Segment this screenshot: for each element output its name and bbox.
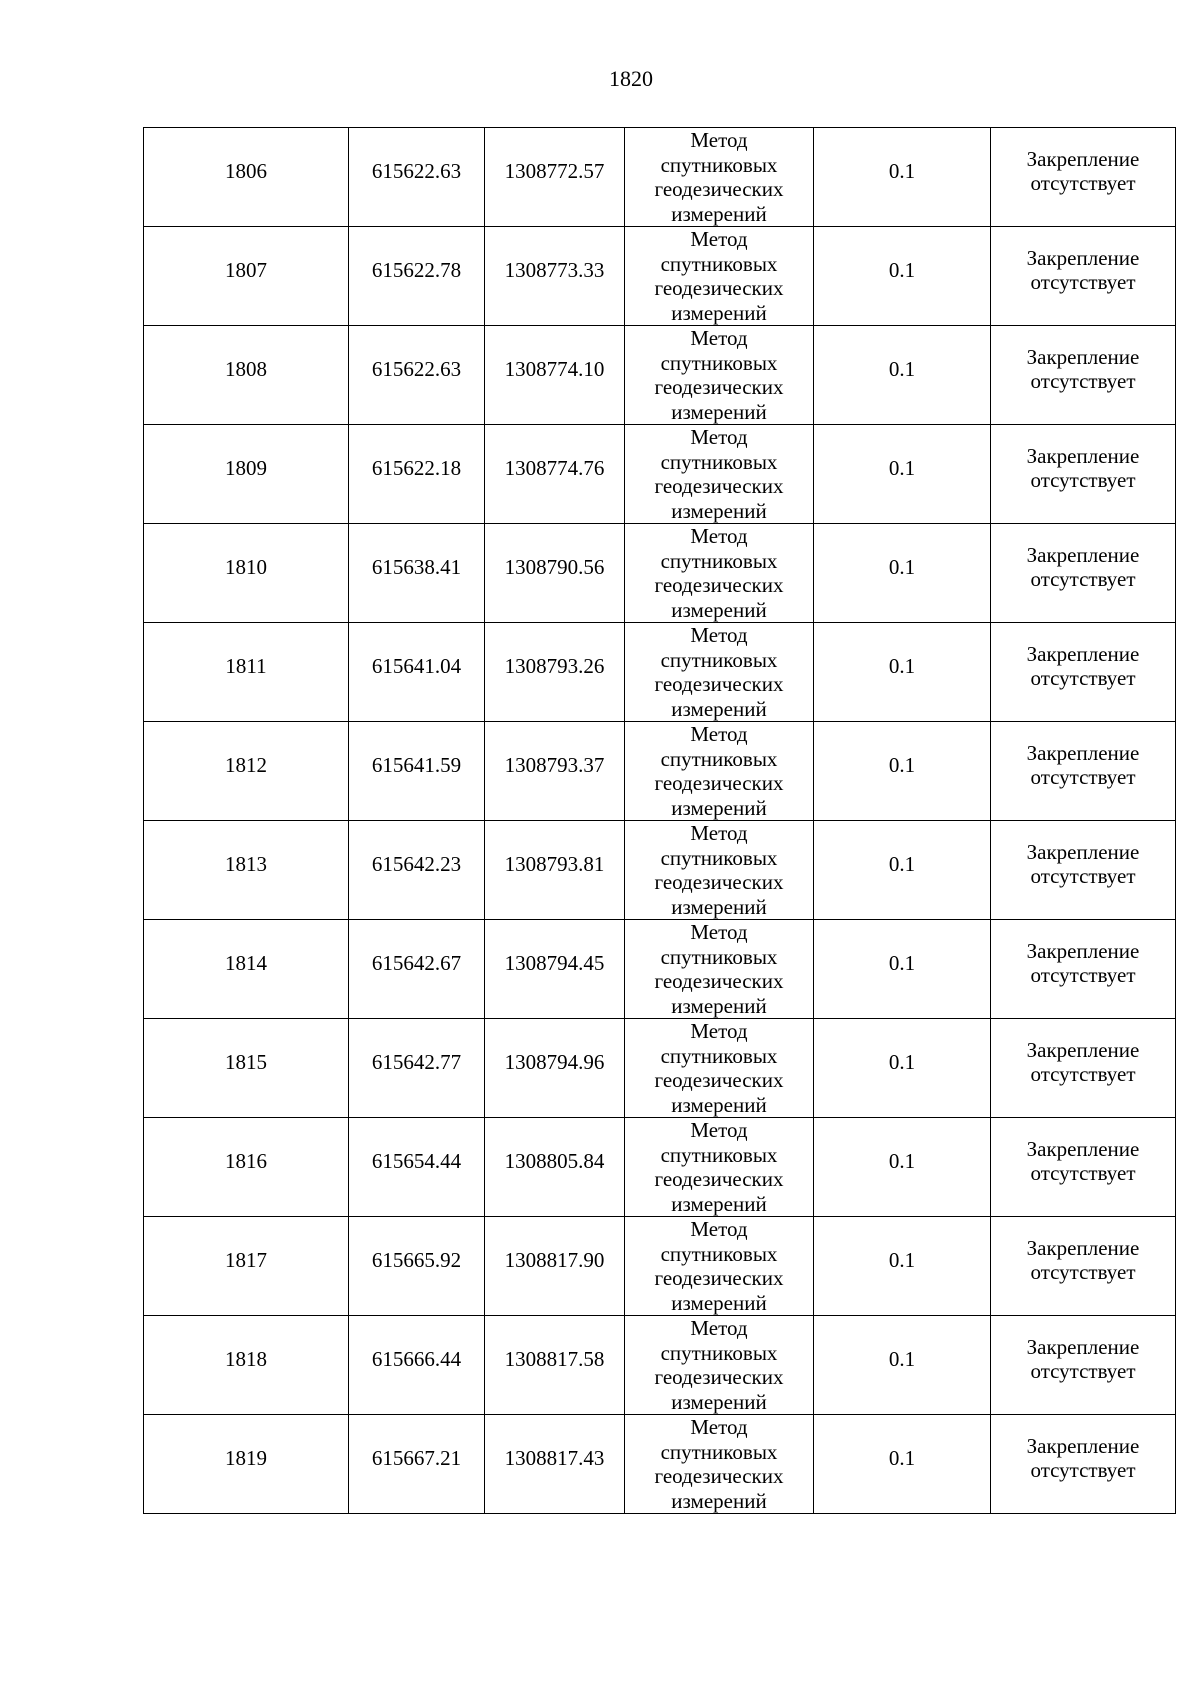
y-coordinate-cell: [485, 524, 625, 623]
fixing-cell: [991, 128, 1176, 227]
method-cell-line: спутниковых: [660, 944, 778, 969]
method-cell-text: [625, 524, 813, 622]
fixing-cell: [991, 821, 1176, 920]
x-coordinate-cell-value: 615665.92: [371, 1247, 462, 1272]
y-coordinate-cell: [485, 1217, 625, 1316]
fixing-cell-text: [991, 1137, 1175, 1186]
method-cell-line: геодезических: [654, 375, 784, 399]
method-cell: [625, 128, 814, 227]
method-cell-line: геодезических: [654, 672, 784, 696]
method-cell-line: измерений: [671, 399, 767, 424]
table-row: [144, 524, 1176, 623]
method-cell-line: геодезических: [654, 1464, 784, 1488]
x-coordinate-cell: [349, 821, 485, 920]
y-coordinate-cell-value: 1308793.37: [504, 752, 605, 777]
method-cell-text: [625, 425, 813, 523]
method-cell-line: геодезических: [654, 276, 784, 300]
method-cell-line: Метод: [690, 524, 748, 548]
method-cell-line: геодезических: [654, 573, 784, 597]
method-cell-line: спутниковых: [660, 1043, 778, 1068]
method-cell-text: [625, 1415, 813, 1513]
method-cell-line: Метод: [690, 623, 748, 647]
method-cell-text: [625, 1217, 813, 1315]
x-coordinate-cell-value: 615666.44: [371, 1346, 462, 1371]
table-row: [144, 425, 1176, 524]
x-coordinate-cell-value: 615667.21: [371, 1445, 462, 1470]
fixing-cell: [991, 425, 1176, 524]
method-cell-line: спутниковых: [660, 152, 778, 177]
x-coordinate-cell: [349, 1019, 485, 1118]
point-number-cell-value: 1807: [225, 257, 267, 282]
x-coordinate-cell: [349, 524, 485, 623]
y-coordinate-cell-value: 1308805.84: [504, 1148, 605, 1173]
method-cell-line: Метод: [690, 722, 748, 746]
accuracy-cell-value: 0.1: [888, 356, 916, 381]
method-cell: [625, 1415, 814, 1514]
method-cell: [625, 1019, 814, 1118]
x-coordinate-cell-value: 615622.78: [371, 257, 462, 282]
fixing-cell-line: отсутствует: [1030, 666, 1136, 690]
fixing-cell-text: [991, 345, 1175, 394]
fixing-cell-line: Закрепление: [1026, 740, 1140, 765]
page-number: 1820: [609, 66, 653, 91]
fixing-cell-line: Закрепление: [1026, 938, 1140, 963]
fixing-cell-line: отсутствует: [1030, 1161, 1136, 1185]
accuracy-cell-value: 0.1: [888, 455, 916, 480]
method-cell-line: Метод: [690, 821, 748, 845]
method-cell-text: [625, 722, 813, 820]
x-coordinate-cell-value: 615641.59: [371, 752, 462, 777]
method-cell-line: измерений: [671, 894, 767, 919]
y-coordinate-cell: [485, 326, 625, 425]
point-number-cell: [144, 722, 349, 821]
point-number-cell-value: 1810: [225, 554, 267, 579]
fixing-cell-text: [991, 1335, 1175, 1384]
method-cell: [625, 326, 814, 425]
method-cell: [625, 1217, 814, 1316]
point-number-cell-value: 1814: [225, 950, 267, 975]
accuracy-cell-value: 0.1: [888, 257, 916, 282]
fixing-cell: [991, 326, 1176, 425]
accuracy-cell-value: 0.1: [888, 158, 916, 183]
y-coordinate-cell: [485, 128, 625, 227]
x-coordinate-cell: [349, 1118, 485, 1217]
method-cell-line: измерений: [671, 201, 767, 226]
y-coordinate-cell-value: 1308774.76: [504, 455, 605, 480]
method-cell-line: спутниковых: [660, 1340, 778, 1365]
method-cell-line: спутниковых: [660, 449, 778, 474]
fixing-cell-text: [991, 1434, 1175, 1483]
table-row: [144, 1019, 1176, 1118]
method-cell-line: спутниковых: [660, 251, 778, 276]
point-number-cell-value: 1809: [225, 455, 267, 480]
y-coordinate-cell-value: 1308790.56: [504, 554, 605, 579]
method-cell-line: измерений: [671, 1488, 767, 1513]
accuracy-cell-value: 0.1: [888, 653, 916, 678]
method-cell-line: геодезических: [654, 1068, 784, 1092]
y-coordinate-cell-value: 1308817.90: [504, 1247, 605, 1272]
method-cell: [625, 920, 814, 1019]
table-row: [144, 1316, 1176, 1415]
fixing-cell: [991, 1118, 1176, 1217]
table-row: [144, 623, 1176, 722]
method-cell-line: измерений: [671, 597, 767, 622]
table-row: [144, 722, 1176, 821]
method-cell-line: спутниковых: [660, 1142, 778, 1167]
accuracy-cell: [814, 1118, 991, 1217]
accuracy-cell: [814, 1217, 991, 1316]
x-coordinate-cell: [349, 1316, 485, 1415]
x-coordinate-cell-value: 615641.04: [371, 653, 462, 678]
fixing-cell: [991, 920, 1176, 1019]
fixing-cell-text: [991, 543, 1175, 592]
fixing-cell: [991, 1316, 1176, 1415]
accuracy-cell-value: 0.1: [888, 1346, 916, 1371]
fixing-cell: [991, 1415, 1176, 1514]
fixing-cell: [991, 1019, 1176, 1118]
method-cell: [625, 425, 814, 524]
fixing-cell-line: отсутствует: [1030, 1062, 1136, 1086]
point-number-cell-value: 1818: [225, 1346, 267, 1371]
x-coordinate-cell-value: 615642.23: [371, 851, 462, 876]
x-coordinate-cell: [349, 920, 485, 1019]
method-cell-line: спутниковых: [660, 1439, 778, 1464]
fixing-cell-line: отсутствует: [1030, 864, 1136, 888]
fixing-cell: [991, 623, 1176, 722]
point-number-cell: [144, 425, 349, 524]
point-number-cell: [144, 128, 349, 227]
coordinates-table-body: [144, 128, 1176, 1514]
method-cell-text: [625, 1118, 813, 1216]
accuracy-cell: [814, 524, 991, 623]
fixing-cell-line: отсутствует: [1030, 567, 1136, 591]
method-cell-text: [625, 821, 813, 919]
method-cell-line: Метод: [690, 128, 748, 152]
y-coordinate-cell-value: 1308794.96: [504, 1049, 605, 1074]
point-number-cell: [144, 524, 349, 623]
method-cell-line: геодезических: [654, 1167, 784, 1191]
method-cell-line: геодезических: [654, 1266, 784, 1290]
method-cell-text: [625, 227, 813, 325]
method-cell: [625, 1316, 814, 1415]
method-cell: [625, 722, 814, 821]
fixing-cell-line: отсутствует: [1030, 1359, 1136, 1383]
fixing-cell-line: Закрепление: [1026, 839, 1140, 864]
y-coordinate-cell: [485, 1019, 625, 1118]
y-coordinate-cell-value: 1308793.26: [504, 653, 605, 678]
method-cell-text: [625, 326, 813, 424]
method-cell-line: Метод: [690, 227, 748, 251]
table-row: [144, 821, 1176, 920]
x-coordinate-cell-value: 615622.63: [371, 356, 462, 381]
method-cell-line: геодезических: [654, 177, 784, 201]
coordinates-table: [143, 127, 1176, 1514]
method-cell-text: [625, 128, 813, 226]
y-coordinate-cell-value: 1308794.45: [504, 950, 605, 975]
method-cell-line: спутниковых: [660, 1241, 778, 1266]
accuracy-cell: [814, 821, 991, 920]
y-coordinate-cell-value: 1308817.58: [504, 1346, 605, 1371]
method-cell-line: измерений: [671, 1092, 767, 1117]
fixing-cell-line: Закрепление: [1026, 542, 1140, 567]
fixing-cell-line: Закрепление: [1026, 146, 1140, 171]
accuracy-cell: [814, 326, 991, 425]
accuracy-cell: [814, 425, 991, 524]
x-coordinate-cell-value: 615642.67: [371, 950, 462, 975]
point-number-cell: [144, 1217, 349, 1316]
x-coordinate-cell: [349, 326, 485, 425]
fixing-cell-line: Закрепление: [1026, 641, 1140, 666]
fixing-cell-line: отсутствует: [1030, 1260, 1136, 1284]
fixing-cell-line: отсутствует: [1030, 1458, 1136, 1482]
x-coordinate-cell-value: 615642.77: [371, 1049, 462, 1074]
y-coordinate-cell: [485, 920, 625, 1019]
fixing-cell-text: [991, 642, 1175, 691]
accuracy-cell: [814, 1316, 991, 1415]
point-number-cell-value: 1813: [225, 851, 267, 876]
method-cell-line: Метод: [690, 1415, 748, 1439]
y-coordinate-cell: [485, 425, 625, 524]
accuracy-cell: [814, 623, 991, 722]
method-cell-line: геодезических: [654, 870, 784, 894]
point-number-cell: [144, 1118, 349, 1217]
point-number-cell: [144, 1415, 349, 1514]
fixing-cell-line: Закрепление: [1026, 1433, 1140, 1458]
fixing-cell-text: [991, 147, 1175, 196]
fixing-cell-text: [991, 444, 1175, 493]
method-cell: [625, 1118, 814, 1217]
method-cell-line: спутниковых: [660, 845, 778, 870]
y-coordinate-cell: [485, 821, 625, 920]
method-cell-line: Метод: [690, 1118, 748, 1142]
accuracy-cell-value: 0.1: [888, 1049, 916, 1074]
fixing-cell: [991, 524, 1176, 623]
fixing-cell: [991, 227, 1176, 326]
point-number-cell: [144, 1019, 349, 1118]
point-number-cell-value: 1815: [225, 1049, 267, 1074]
accuracy-cell: [814, 722, 991, 821]
table-row: [144, 128, 1176, 227]
fixing-cell-line: отсутствует: [1030, 369, 1136, 393]
method-cell-line: геодезических: [654, 474, 784, 498]
point-number-cell-value: 1808: [225, 356, 267, 381]
fixing-cell-line: Закрепление: [1026, 344, 1140, 369]
fixing-cell-text: [991, 1038, 1175, 1087]
fixing-cell-line: отсутствует: [1030, 468, 1136, 492]
method-cell-line: измерений: [671, 498, 767, 523]
method-cell: [625, 623, 814, 722]
y-coordinate-cell: [485, 1415, 625, 1514]
x-coordinate-cell: [349, 1415, 485, 1514]
y-coordinate-cell: [485, 1118, 625, 1217]
table-row: [144, 326, 1176, 425]
fixing-cell-line: отсутствует: [1030, 171, 1136, 195]
y-coordinate-cell: [485, 623, 625, 722]
fixing-cell-line: Закрепление: [1026, 1136, 1140, 1161]
y-coordinate-cell: [485, 1316, 625, 1415]
fixing-cell-text: [991, 840, 1175, 889]
fixing-cell-line: Закрепление: [1026, 245, 1140, 270]
method-cell-line: спутниковых: [660, 746, 778, 771]
point-number-cell-value: 1817: [225, 1247, 267, 1272]
method-cell-line: спутниковых: [660, 350, 778, 375]
method-cell-line: Метод: [690, 326, 748, 350]
table-row: [144, 1217, 1176, 1316]
point-number-cell: [144, 1316, 349, 1415]
method-cell-line: Метод: [690, 1217, 748, 1241]
y-coordinate-cell-value: 1308817.43: [504, 1445, 605, 1470]
fixing-cell-line: отсутствует: [1030, 963, 1136, 987]
point-number-cell: [144, 623, 349, 722]
method-cell: [625, 821, 814, 920]
y-coordinate-cell-value: 1308772.57: [504, 158, 605, 183]
point-number-cell: [144, 227, 349, 326]
fixing-cell-text: [991, 741, 1175, 790]
x-coordinate-cell-value: 615638.41: [371, 554, 462, 579]
fixing-cell: [991, 722, 1176, 821]
method-cell-text: [625, 1316, 813, 1414]
x-coordinate-cell-value: 615622.18: [371, 455, 462, 480]
method-cell-line: измерений: [671, 993, 767, 1018]
method-cell-line: Метод: [690, 1019, 748, 1043]
table-row: [144, 920, 1176, 1019]
method-cell-line: спутниковых: [660, 647, 778, 672]
point-number-cell-value: 1811: [225, 653, 267, 678]
table-row: [144, 1415, 1176, 1514]
x-coordinate-cell: [349, 425, 485, 524]
fixing-cell: [991, 1217, 1176, 1316]
accuracy-cell: [814, 1019, 991, 1118]
method-cell-text: [625, 1019, 813, 1117]
point-number-cell: [144, 821, 349, 920]
accuracy-cell: [814, 227, 991, 326]
fixing-cell-line: Закрепление: [1026, 1235, 1140, 1260]
point-number-cell-value: 1819: [225, 1445, 267, 1470]
y-coordinate-cell: [485, 722, 625, 821]
fixing-cell-line: Закрепление: [1026, 443, 1140, 468]
table-row: [144, 1118, 1176, 1217]
y-coordinate-cell-value: 1308774.10: [504, 356, 605, 381]
accuracy-cell: [814, 128, 991, 227]
y-coordinate-cell: [485, 227, 625, 326]
method-cell-line: Метод: [690, 1316, 748, 1340]
method-cell-text: [625, 623, 813, 721]
fixing-cell-text: [991, 246, 1175, 295]
point-number-cell-value: 1816: [225, 1148, 267, 1173]
x-coordinate-cell: [349, 722, 485, 821]
point-number-cell: [144, 326, 349, 425]
x-coordinate-cell-value: 615622.63: [371, 158, 462, 183]
fixing-cell-line: Закрепление: [1026, 1334, 1140, 1359]
accuracy-cell-value: 0.1: [888, 851, 916, 876]
fixing-cell-line: отсутствует: [1030, 270, 1136, 294]
point-number-cell: [144, 920, 349, 1019]
table-row: [144, 227, 1176, 326]
accuracy-cell-value: 0.1: [888, 1148, 916, 1173]
x-coordinate-cell: [349, 128, 485, 227]
accuracy-cell-value: 0.1: [888, 752, 916, 777]
point-number-cell-value: 1812: [225, 752, 267, 777]
method-cell-line: спутниковых: [660, 548, 778, 573]
y-coordinate-cell-value: 1308793.81: [504, 851, 605, 876]
accuracy-cell-value: 0.1: [888, 950, 916, 975]
accuracy-cell: [814, 920, 991, 1019]
method-cell-line: Метод: [690, 920, 748, 944]
y-coordinate-cell-value: 1308773.33: [504, 257, 605, 282]
method-cell-line: измерений: [671, 300, 767, 325]
method-cell-line: геодезических: [654, 1365, 784, 1389]
fixing-cell-text: [991, 939, 1175, 988]
accuracy-cell-value: 0.1: [888, 1247, 916, 1272]
accuracy-cell-value: 0.1: [888, 1445, 916, 1470]
accuracy-cell: [814, 1415, 991, 1514]
method-cell-line: измерений: [671, 1191, 767, 1216]
method-cell-line: измерений: [671, 696, 767, 721]
method-cell-line: измерений: [671, 1290, 767, 1315]
method-cell: [625, 524, 814, 623]
method-cell-line: измерений: [671, 795, 767, 820]
x-coordinate-cell-value: 615654.44: [371, 1148, 462, 1173]
method-cell-line: Метод: [690, 425, 748, 449]
method-cell-line: геодезических: [654, 771, 784, 795]
accuracy-cell-value: 0.1: [888, 554, 916, 579]
method-cell-line: измерений: [671, 1389, 767, 1414]
method-cell: [625, 227, 814, 326]
fixing-cell-line: Закрепление: [1026, 1037, 1140, 1062]
method-cell-line: геодезических: [654, 969, 784, 993]
x-coordinate-cell: [349, 623, 485, 722]
x-coordinate-cell: [349, 227, 485, 326]
method-cell-text: [625, 920, 813, 1018]
x-coordinate-cell: [349, 1217, 485, 1316]
point-number-cell-value: 1806: [225, 158, 267, 183]
fixing-cell-line: отсутствует: [1030, 765, 1136, 789]
fixing-cell-text: [991, 1236, 1175, 1285]
